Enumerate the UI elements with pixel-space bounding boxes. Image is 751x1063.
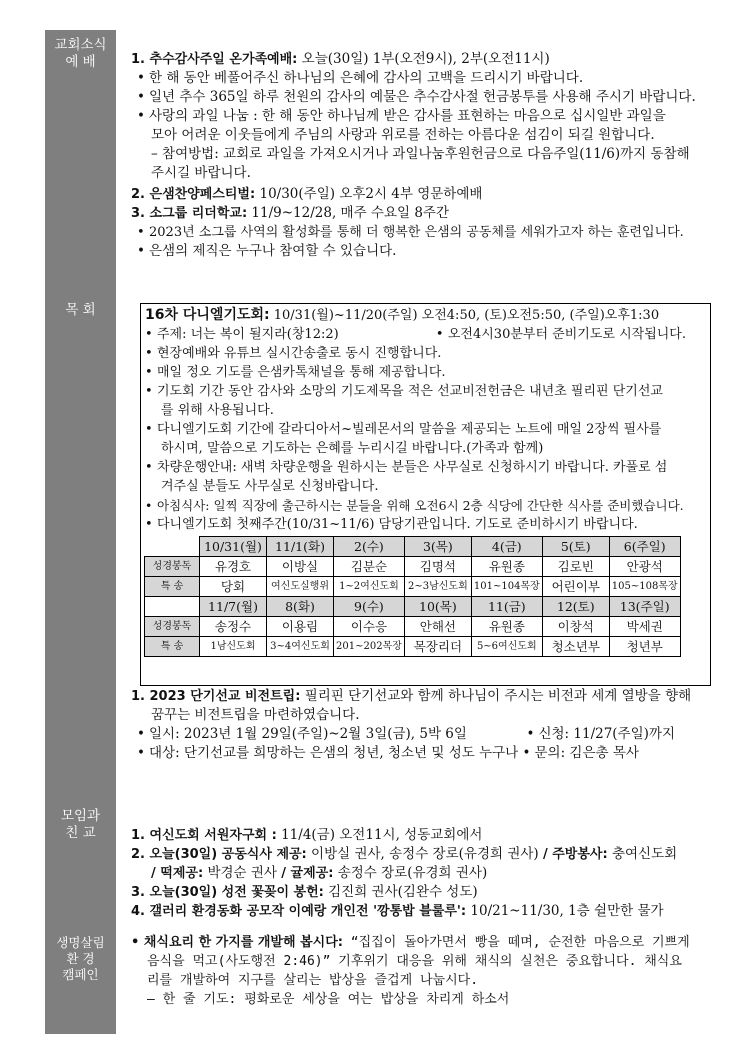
table-row	[145, 637, 681, 657]
table-cell: 이창석	[542, 617, 609, 637]
mission-date: • 일시: 2023년 1월 29일(주일)~2월 3일(금), 5박 6일	[137, 725, 467, 744]
table-cell: 5~6여신도회	[471, 637, 542, 657]
table-row	[145, 597, 681, 617]
table-cell: 11/7(월)	[200, 597, 267, 617]
fellowship-text: 10/21~11/30, 1층 쉴만한 물가	[466, 903, 664, 919]
campaign-text: 리를 개발하여 지구를 살리는 밥상을 즐겁게 나눕시다.	[147, 973, 479, 988]
table-cell: 김로빈	[542, 557, 609, 577]
praise-festival-title: 2. 은샘찬양페스티벌:	[131, 187, 256, 202]
praise-festival-time: 10/30(주일) 오후2시 4부 영문하예배	[255, 186, 483, 202]
fellowship-title: 4. 갤러리 환경동화 공모작 이예랑 개인전 '깡통밥 블룰루':	[131, 904, 467, 919]
daniel-note: 하시며, 말씀으로 기도하는 은혜를 누리시길 바랍니다.(가족과 함께)	[161, 441, 544, 456]
table-cell: 4(금)	[471, 537, 542, 557]
table-cell	[145, 597, 200, 617]
fellowship-text: 11/4(금) 오전11시, 성동교회에서	[276, 827, 483, 843]
leader-school-time: 11/9~12/28, 매주 수요일 8주간	[247, 205, 450, 221]
fellowship-text: 충여신도회	[607, 846, 678, 862]
daniel-prayer-box	[140, 303, 711, 686]
table-cell: 박세권	[609, 617, 680, 637]
mission-contact: • 문의: 김은총 목사	[523, 745, 639, 761]
table-cell: 청년부	[609, 637, 680, 657]
table-cell: 유원종	[471, 617, 542, 637]
table-cell: 12(토)	[542, 597, 609, 617]
fellowship-title: / 주방봉사:	[542, 847, 608, 862]
mission-target: • 대상: 단기선교를 희망하는 은샘의 청년, 청소년 및 성도 누구나	[137, 745, 518, 761]
table-cell: 목장리더	[404, 637, 471, 657]
campaign-section	[131, 933, 715, 1009]
worship-note: – 참여방법: 교회로 과일을 가져오시거나 과일나눔후원헌금으로 다음주일(11/6)까지 동참해	[151, 146, 690, 162]
worship-note: • 사랑의 과일 나눔 : 한 해 동안 하나님께 받은 감사를 표현하는 마음으로 십시일반 과일을	[131, 107, 715, 126]
table-row	[145, 617, 681, 637]
table-cell: 2(수)	[334, 537, 405, 557]
worship-note: 모아 어려운 이웃들에게 주님의 사랑과 위로를 전하는 아름다운 섬김이 되길 원합니다.	[151, 127, 655, 143]
daniel-note: • 매일 정오 기도를 은샘카톡채널을 통해 제공합니다.	[145, 363, 706, 382]
table-cell: 5(토)	[542, 537, 609, 557]
campaign-prayer: – 한 줄 기도: 평화로운 세상을 여는 밥상을 차리게 하소서	[147, 992, 510, 1007]
table-cell: 유경호	[200, 557, 267, 577]
table-cell: 3(목)	[404, 537, 471, 557]
fellowship-title: 1. 여신도회 서원자구회 :	[131, 828, 277, 843]
table-row-label: 특 송	[145, 577, 200, 597]
fellowship-title: 3. 오늘(30일) 성전 꽃꽂이 봉헌:	[131, 885, 324, 900]
fellowship-section	[131, 826, 715, 921]
table-cell: 6(주일)	[609, 537, 680, 557]
fellowship-title: / 귤제공:	[281, 866, 334, 881]
leader-school-note: • 2023년 소그룹 사역의 활성화를 통해 더 행복한 은샘의 공동체를 세워가고자 하는 훈련입니다.	[131, 223, 715, 242]
table-cell: 여신도실행위	[267, 577, 334, 597]
section-label-ministry: 목 회	[65, 302, 96, 318]
section-label-campaign: 생명살림 환 경 캠페인	[56, 935, 105, 982]
mission-desc: 필리핀 단기선교와 함께 하나님이 주시는 비전과 세계 열방을 향해	[300, 688, 692, 704]
table-row-label: 성경봉독	[145, 617, 200, 637]
thanksgiving-time: 오늘(30일) 1부(오전9시), 2부(오전11시)	[297, 51, 550, 67]
table-row	[145, 577, 681, 597]
table-cell: 안해선	[404, 617, 471, 637]
table-cell: 11(금)	[471, 597, 542, 617]
fellowship-text: 송정수 장로(유경희 권사)	[333, 865, 488, 881]
table-cell: 105~108목장	[609, 577, 680, 597]
table-cell: 10(목)	[404, 597, 471, 617]
mission-apply: • 신청: 11/27(주일)까지	[526, 725, 675, 744]
thanksgiving-title: 1. 추수감사주일 온가족예배:	[131, 52, 298, 67]
table-cell: 안광석	[609, 557, 680, 577]
table-cell: 11/1(화)	[267, 537, 334, 557]
daniel-theme: • 주제: 너는 복이 될지라(창12:2)	[145, 325, 339, 344]
daniel-note: • 기도회 기간 동안 감사와 소망의 기도제목을 적은 선교비전헌금은 내년초 필리핀 단기선교	[145, 382, 706, 401]
worship-note: • 한 해 동안 베풀어주신 하나님의 은혜에 감사의 고백을 드리시기 바랍니다.	[131, 69, 715, 88]
fellowship-text: 박경순 권사	[203, 865, 282, 881]
table-cell: 청소년부	[542, 637, 609, 657]
table-row	[145, 557, 681, 577]
daniel-schedule: 10/31(월)~11/20(주일) 오전4:50, (토)오전5:50, (주일)오후1:30	[269, 308, 660, 323]
campaign-text: 음식을 먹고(사도행전 2:46)” 기후위기 대응을 위해 채식의 실천은 중요합니다. 채식요	[147, 954, 682, 969]
table-cell: 이방실	[267, 557, 334, 577]
fellowship-title: 2. 오늘(30일) 공동식사 제공:	[131, 847, 307, 862]
table-cell: 이용림	[267, 617, 334, 637]
table-cell: 13(주일)	[609, 597, 680, 617]
table-row-label: 특 송	[145, 637, 200, 657]
table-cell: 이수응	[334, 617, 405, 637]
table-cell: 3~4여신도회	[267, 637, 334, 657]
table-cell: 10/31(월)	[200, 537, 267, 557]
leader-school-title: 3. 소그룹 리더학교:	[131, 206, 248, 221]
mission-desc: 꿈꾸는 비전트립을 마련하였습니다.	[151, 707, 360, 723]
worship-note: 주시길 바랍니다.	[151, 165, 251, 181]
table-cell: 9(수)	[334, 597, 405, 617]
campaign-title: • 채식요리 한 가지를 개발해 봅시다:	[131, 935, 343, 950]
worship-note: • 일년 추수 365일 하루 천원의 감사의 예물은 추수감사절 헌금봉투를 사용해 주시기 바랍니다.	[131, 88, 715, 107]
fellowship-title: / 떡제공:	[151, 866, 204, 881]
mission-section	[131, 687, 715, 763]
table-cell: 송정수	[200, 617, 267, 637]
table-cell: 어린이부	[542, 577, 609, 597]
section-label-worship: 교회소식 예 배	[54, 37, 107, 70]
daniel-note: 겨주실 분들도 사무실로 신청바랍니다.	[161, 479, 379, 494]
table-cell: 101~104목장	[471, 577, 542, 597]
daniel-title: 16차 다니엘기도회:	[145, 307, 270, 323]
daniel-note: 를 위해 사용됩니다.	[161, 403, 274, 418]
daniel-prep-note: • 오전4시30분부터 준비기도로 시작됩니다.	[436, 325, 686, 344]
daniel-note: • 현장예배와 유튜브 실시간송출로 동시 진행합니다.	[145, 344, 706, 363]
table-cell: 1남신도회	[200, 637, 267, 657]
sidebar	[45, 30, 116, 1034]
daniel-note: • 차량운행안내: 새벽 차량운행을 원하시는 분들은 사무실로 신청하시기 바랍니다. 카풀로 섬	[145, 458, 706, 477]
mission-title: 1. 2023 단기선교 비전트립:	[131, 689, 301, 704]
table-cell: 8(화)	[267, 597, 334, 617]
table-cell: 유원종	[471, 557, 542, 577]
table-cell: 김분순	[334, 557, 405, 577]
table-cell: 2~3남신도회	[404, 577, 471, 597]
daniel-note: • 아침식사: 일찍 직장에 출근하시는 분들을 위해 오전6시 2층 식당에 간단한 식사를 준비했습니다.	[145, 496, 706, 515]
table-cell: 김명석	[404, 557, 471, 577]
fellowship-text: 이방실 권사, 송정수 장로(유경희 권사)	[306, 846, 543, 862]
daniel-schedule-table	[144, 536, 681, 657]
section-label-fellowship: 모임과 친 교	[60, 808, 101, 841]
daniel-note: • 다니엘기도회 첫째주간(10/31~11/6) 담당기관입니다. 기도로 준비하시기 바랍니다.	[145, 515, 706, 534]
table-cell: 201~202목장	[334, 637, 405, 657]
campaign-text: “집집이 돌아가면서 빵을 떼며, 순전한 마음으로 기쁘게	[342, 935, 690, 950]
table-cell: 1~2여신도회	[334, 577, 405, 597]
table-row	[145, 537, 681, 557]
table-cell	[145, 537, 200, 557]
table-row-label: 성경봉독	[145, 557, 200, 577]
leader-school-note: • 은샘의 제직은 누구나 참여할 수 있습니다.	[131, 242, 715, 261]
daniel-note: • 다니엘기도회 기간에 갈라디아서~빌레몬서의 말씀을 제공되는 노트에 매일 2장씩 필사를	[145, 420, 706, 439]
worship-section	[131, 50, 715, 261]
table-cell: 당회	[200, 577, 267, 597]
fellowship-text: 김진희 권사(김완수 성도)	[323, 884, 478, 900]
